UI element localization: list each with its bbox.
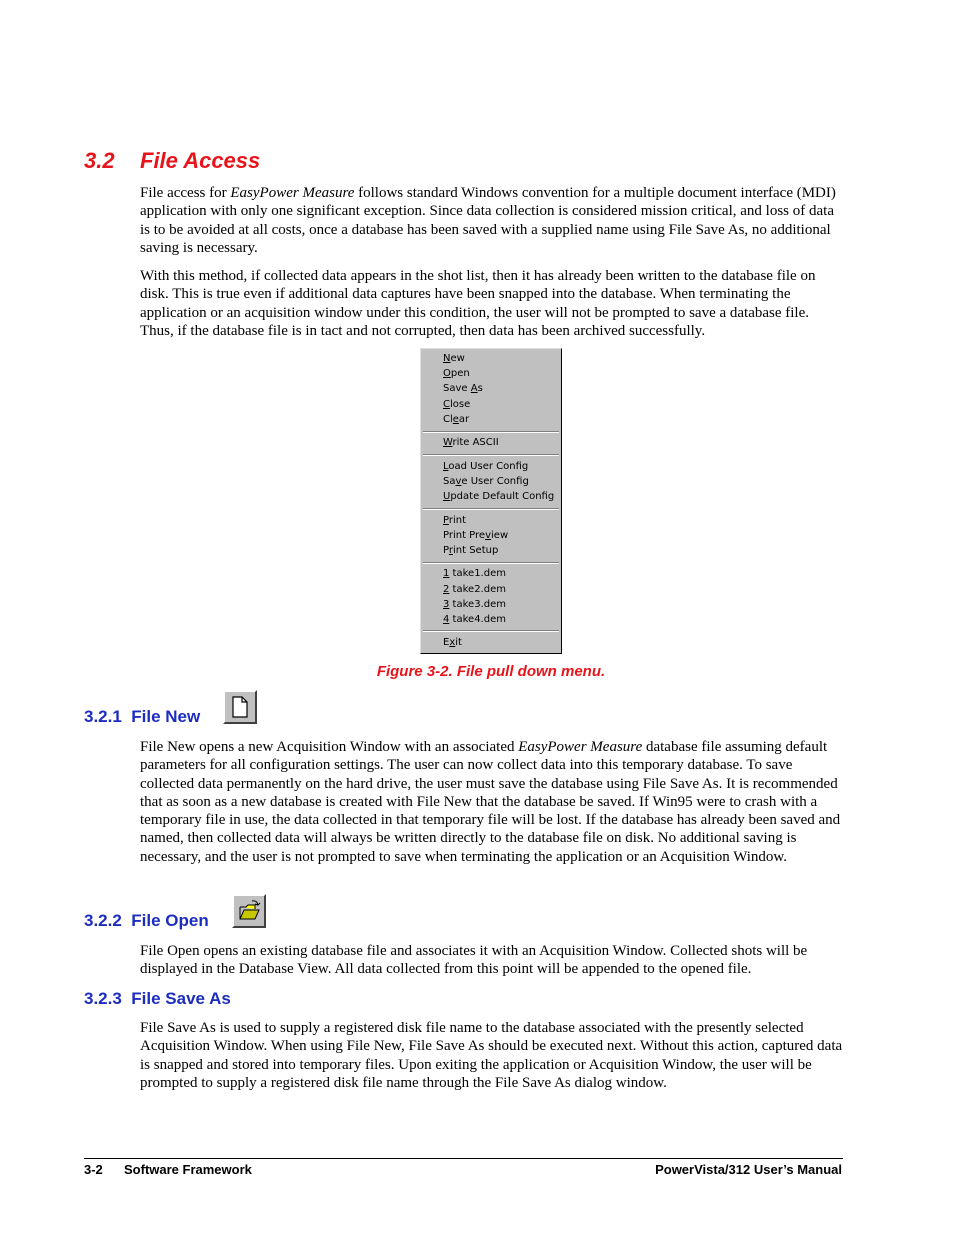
- file-menu-figure: [420, 348, 562, 654]
- footer-divider: [84, 1158, 843, 1159]
- subsection-heading-file-new: [84, 707, 200, 727]
- menu-separator: [423, 431, 559, 433]
- method-paragraph: With this method, if collected data appears in the shot list, then it has already been written to the database file on disk. This is true even if additional data captures have been snapped into the database. When terminating the application or an acquisition window under this condition, the user will not be prompted to save a database file. Thus, if the database file is in tact and not corrupted, then data has been archived successfully.: [140, 268, 816, 339]
- new-document-icon: [223, 690, 257, 724]
- menu-item-recent-file-4: 4 take4.dem: [443, 614, 506, 625]
- menu-item-print-setup: Print Setup: [443, 545, 499, 556]
- product-name: EasyPower Measure: [230, 185, 355, 201]
- manual-title: PowerVista/312 User’s Manual: [655, 1162, 842, 1177]
- menu-item-new: New: [443, 353, 465, 364]
- menu-item-clear: Clear: [443, 414, 470, 425]
- menu-item-recent-file-3: 3 take3.dem: [443, 599, 506, 610]
- menu-item-save-user-config: Save User Config: [443, 476, 529, 487]
- chapter-name: Software Framework: [124, 1162, 252, 1177]
- intro-paragraph: [140, 184, 843, 257]
- menu-separator: [423, 562, 559, 564]
- subsection-title: File Save As: [131, 989, 231, 1008]
- menu-item-open: Open: [443, 368, 470, 379]
- menu-separator: [423, 508, 559, 510]
- file-new-paragraph: [140, 738, 843, 866]
- menu-item-close: Close: [443, 399, 471, 410]
- section-title: File Access: [140, 148, 261, 173]
- figure-caption: Figure 3-2. File pull down menu.: [376, 663, 606, 680]
- menu-item-recent-file-1: 1 take1.dem: [443, 568, 506, 579]
- menu-item-recent-file-2: 2 take2.dem: [443, 584, 506, 595]
- file-open-paragraph: File Open opens an existing database file and associates it with an Acquisition Window. Collected shots will be displayed in the Database View. All data collected from this point will be appended to the opened file.: [140, 943, 808, 978]
- section-number: 3.2: [84, 148, 115, 173]
- subsection-heading-file-save-as: [84, 989, 231, 1009]
- menu-separator: [423, 454, 559, 456]
- subsection-title: File New: [131, 707, 201, 726]
- menu-item-write-ascii: Write ASCII: [443, 437, 499, 448]
- subsection-number: 3.2.1: [84, 707, 122, 726]
- open-folder-icon: [232, 894, 266, 928]
- menu-item-update-default-config: Update Default Config: [443, 491, 555, 502]
- subsection-heading-file-open: [84, 911, 209, 931]
- menu-separator: [423, 630, 559, 632]
- menu-item-print: Print: [443, 515, 467, 526]
- footer-left: [84, 1162, 252, 1177]
- menu-item-print-preview: Print Preview: [443, 530, 509, 541]
- subsection-number: 3.2.2: [84, 911, 122, 930]
- menu-item-exit: Exit: [443, 637, 462, 648]
- intro-text-a: File access for: [140, 185, 231, 201]
- file-save-as-paragraph: File Save As is used to supply a registered disk file name to the database associated with the presently selected Acquisition Window. When using File New, File Save As should be executed next. Without this action, captured data is snapped and stored into temporary files. Upon exiting the application or Acquisition Window, the user will be prompted to supply a registered disk file name through the File Save As dialog window.: [140, 1020, 843, 1091]
- menu-item-save-as: Save As: [443, 383, 483, 394]
- product-name: EasyPower Measure: [518, 739, 643, 755]
- page-number: 3-2: [84, 1162, 103, 1177]
- intro-text-c: follows standard Windows convention for a multiple document interface (MDI) application with only one significant exception. Since data collection is considered mission critical, and loss of data is to be avoided at all costs, once a database has been saved with a supplied name using File Save As, no additional saving is necessary.: [140, 185, 836, 256]
- file-new-text-c: database file assuming default parameters for all configuration settings. The user can now collect data into this temporary database. To save collected data permanently on the hard drive, the user must save the database using File Save As. It is recommended that as soon as a new database is created with File New that the database be saved. If Win95 were to crash with a temporary file in use, the data collected in that temporary file will be lost. If the database has already been saved and named, then collected data will always be written directly to the database file on disk. No additional saving is necessary, and the user is not prompted to save when terminating the application or an Acquisition Window.: [140, 739, 841, 865]
- file-new-text-a: File New opens a new Acquisition Window with an associated: [140, 739, 519, 755]
- section-heading: [84, 148, 260, 174]
- subsection-number: 3.2.3: [84, 989, 122, 1008]
- subsection-title: File Open: [131, 911, 209, 930]
- menu-item-load-user-config: Load User Config: [443, 461, 529, 472]
